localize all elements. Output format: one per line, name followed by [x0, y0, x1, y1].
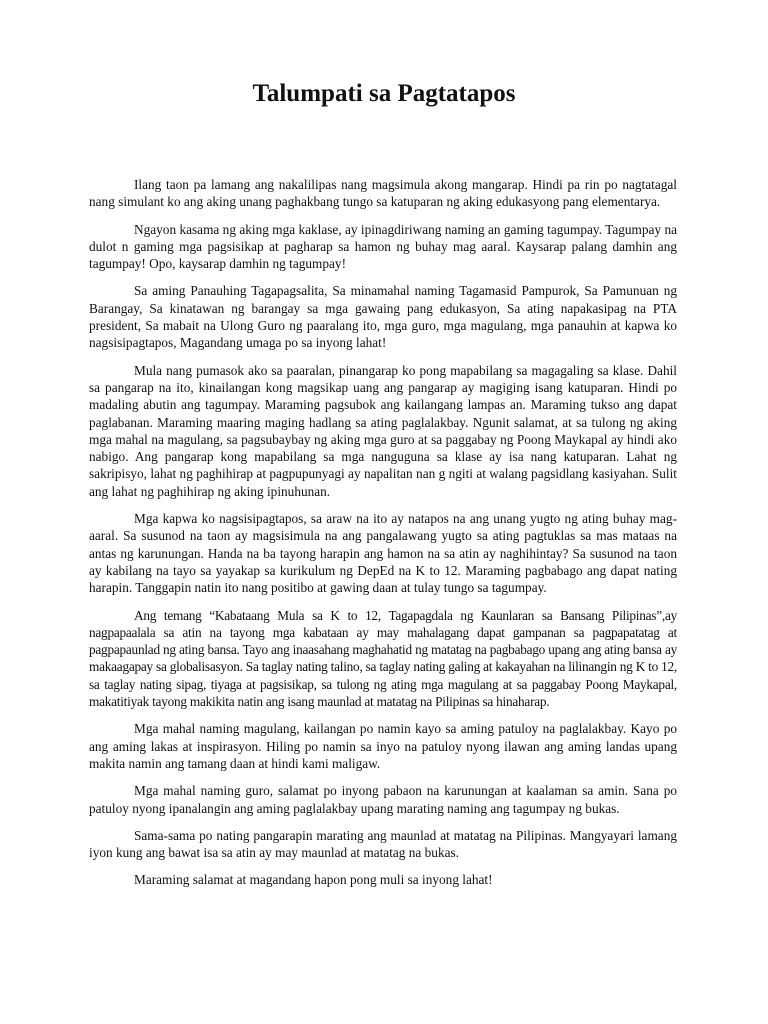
paragraph-parents: Mga mahal naming magulang, kailangan po namin kayo sa aming patuloy na paglalakbay. Kayo po ang aming lakas at inspirasyon. Hiling po namin sa inyo na patuloy nyong ilawan ang aming landas upang makita namin ang tamang daan at hindi kami maligaw.: [89, 721, 677, 771]
paragraph-theme: Ang temang “Kabataang Mula sa K to 12, Tagapagdala ng Kaunlaran sa Bansang Pilipinas”,ay nagpapaalala sa atin na tayong mga kabataan ay may mahalagang dapat gampanan sa pagpapatatag at pagpapaunlad ng ating bansa. Tayo ang inaasahang maghahatid ng matatag na pagbabago upang ang ating bansa ay makaagapay sa globalisasyon. Sa taglay nating talino, sa taglay nating galing at kakayahan na lilinangin ng K to 12, sa taglay nating sipag, tiyaga at pagsisikap, sa tulong ng ating mga magulang at sa paggabay Poong Maykapal, makatitiyak tayong makikita natin ang isang maunlad at matatag na Pilipinas sa hinaharap.: [89, 607, 677, 710]
speech-body: [89, 176, 677, 899]
page-title: Talumpati sa Pagtatapos: [252, 80, 516, 107]
paragraph-vision: Sama-sama po nating pangarapin marating ang maunlad at matatag na Pilipinas. Mangyayari lamang iyon kung ang bawat isa sa atin ay may maunlad at matatag na bukas.: [89, 827, 677, 861]
paragraph-journey: Mula nang pumasok ako sa paaralan, pinangarap ko pong mapabilang sa magagaling sa klase. Dahil sa pangarap na ito, kinailangan kong magsikap uang ang pangarap ay magiging isang katuparan. Hindi po madaling abutin ang tagumpay. Maraming pagsubok ang kailangang lampas an. Maraming tukso ang dapat paglabanan. Maraming maaring maging hadlang sa ating paglalakbay. Ngunit salamat, at sa tulong ng aking mga mahal na magulang, sa pagsubaybay ng aking mga guro at sa paggabay ng Poong Maykapal ay hindi ako nabigo. Ang pangarap kong mapabilang sa mga nanguguna sa klase ay isa nang katuparan. Lahat ng sakripisyo, lahat ng paghihirap at pagpupunyagi ay napalitan nan g ngiti at walang pagsidlang kasiyahan. Sulit ang lahat ng paghihirap ng aking ipinuhunan.: [89, 362, 677, 499]
paragraph-next-stage: Mga kapwa ko nagsisipagtapos, sa araw na ito ay natapos na ang unang yugto ng ating buhay mag-aaral. Sa susunod na taon ay magsisimula na ang pangalawang yugto sa ating pagtuklas sa mas mataas na antas ng karunungan. Handa na ba tayong harapin ang hamon na sa atin ay naghihintay? Sa susunod na taon ay kabilang na tayo sa yayakap sa kurikulum ng DepEd na K to 12. Maraming pagbabago ang dapat nating harapin. Tanggapin natin ito nang positibo at gawing daan at tulay tungo sa tagumpay.: [89, 511, 677, 596]
paragraph-teachers: Mga mahal naming guro, salamat po inyong pabaon na karunungan at kaalaman sa amin. Sana po patuloy nyong ipanalangin ang aming paglalakbay upang marating naming ang tagumpay ng bukas.: [89, 783, 677, 816]
paragraph-celebration: Ngayon kasama ng aking mga kaklase, ay ipinagdiriwang naming an gaming tagumpay. Tagumpay na dulot n gaming mga pagsisikap at pagharap sa hamon ng buhay mag aaral. Kaysarap palang damhin ang tagumpay! Opo, kaysarap damhin ng tagumpay!: [89, 221, 677, 272]
paragraph-closing: Maraming salamat at magandang hapon pong muli sa inyong lahat!: [134, 872, 493, 888]
paragraph-greetings: Sa aming Panauhing Tagapagsalita, Sa minamahal naming Tagamasid Pampurok, Sa Pamunuan ng Barangay, Sa kinatawan ng barangay sa mga gawaing pang edukasyon, Sa ating napakasipag na PTA president, Sa mabait na Ulong Guro ng paaralang ito, mga guro, mga magulang, mga panauhin at kapwa ko nagsisipagtapos, Magandang umaga po sa inyong lahat!: [89, 283, 677, 351]
paragraph-opening: Ilang taon pa lamang ang nakalilipas nang magsimula akong mangarap. Hindi pa rin po nagtatagal nang simulant ko ang aking unang paghakbang tungo sa katuparan ng aking edukasyong pang elementarya.: [89, 177, 677, 210]
